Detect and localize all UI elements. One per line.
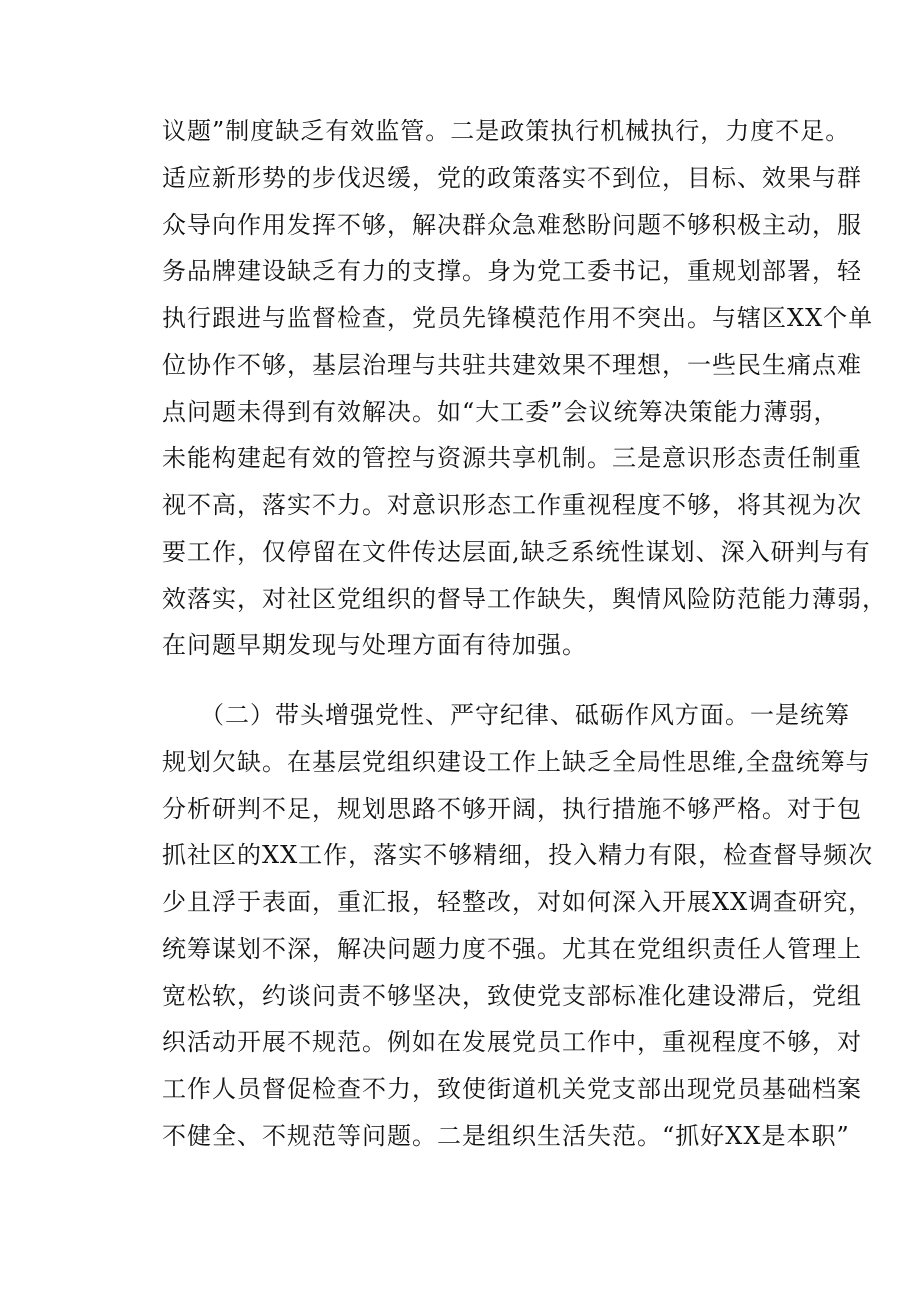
text-line: 适应新形势的步伐迟缓，党的政策落实不到位，目标、效果与群	[162, 163, 862, 192]
text-line: 抓社区的XX工作，落实不够精细，投入精力有限，检查督导频次	[162, 841, 874, 870]
text-line: 议题”制度缺乏有效监管。二是政策执行机械执行，力度不足。	[162, 117, 851, 145]
text-line: 不健全、不规范等问题。二是组织生活失范。“抓好XX是本职”	[162, 1121, 850, 1150]
text-line: 宽松软，约谈问责不够坚决，致使党支部标准化建设滞后，党组	[162, 981, 862, 1010]
text-line: 未能构建起有效的管控与资源共享机制。三是意识形态责任制重	[162, 444, 862, 473]
text-line: 工作人员督促检查不力，致使街道机关党支部出现党员基础档案	[162, 1075, 862, 1103]
paragraph-2	[162, 692, 874, 1160]
text-line: 分析研判不足，规划思路不够开阔，执行措施不够严格。对于包	[162, 794, 862, 823]
text-line: 少且浮于表面，重汇报，轻整改，对如何深入开展XX调查研究，	[162, 888, 874, 916]
text-line: 点问题未得到有效解决。如“大工委”会议统筹决策能力薄弱，	[162, 397, 839, 426]
text-line: （二）带头增强党性、严守纪律、砥砺作风方面。一是统筹	[162, 701, 850, 729]
text-line: 务品牌建设缺乏有力的支撑。身为党工委书记，重规划部署，轻	[162, 257, 862, 286]
text-line: 执行跟进与监督检查，党员先锋模范作用不突出。与辖区XX个单	[162, 304, 874, 332]
text-line: 众导向作用发挥不够，解决群众急难愁盼问题不够积极主动，服	[162, 210, 862, 239]
text-line: 效落实，对社区党组织的督导工作缺失，舆情风险防范能力薄弱，	[162, 584, 887, 613]
text-line: 要工作，仅停留在文件传达层面,缺乏系统性谋划、深入研判与有	[162, 537, 871, 566]
text-line: 位协作不够，基层治理与共驻共建效果不理想，一些民生痛点难	[162, 350, 862, 379]
text-line: 视不高，落实不力。对意识形态工作重视程度不够，将其视为次	[162, 491, 862, 519]
text-line: 统筹谋划不深，解决问题力度不强。尤其在党组织责任人管理上	[162, 934, 862, 963]
text-line: 在问题早期发现与处理方面有待加强。	[162, 631, 587, 660]
text-line: 织活动开展不规范。例如在发展党员工作中，重视程度不够，对	[162, 1028, 862, 1057]
text-line: 规划欠缺。在基层党组织建设工作上缺乏全局性思维,全盘统筹与	[162, 747, 871, 776]
paragraph-1	[162, 108, 887, 669]
